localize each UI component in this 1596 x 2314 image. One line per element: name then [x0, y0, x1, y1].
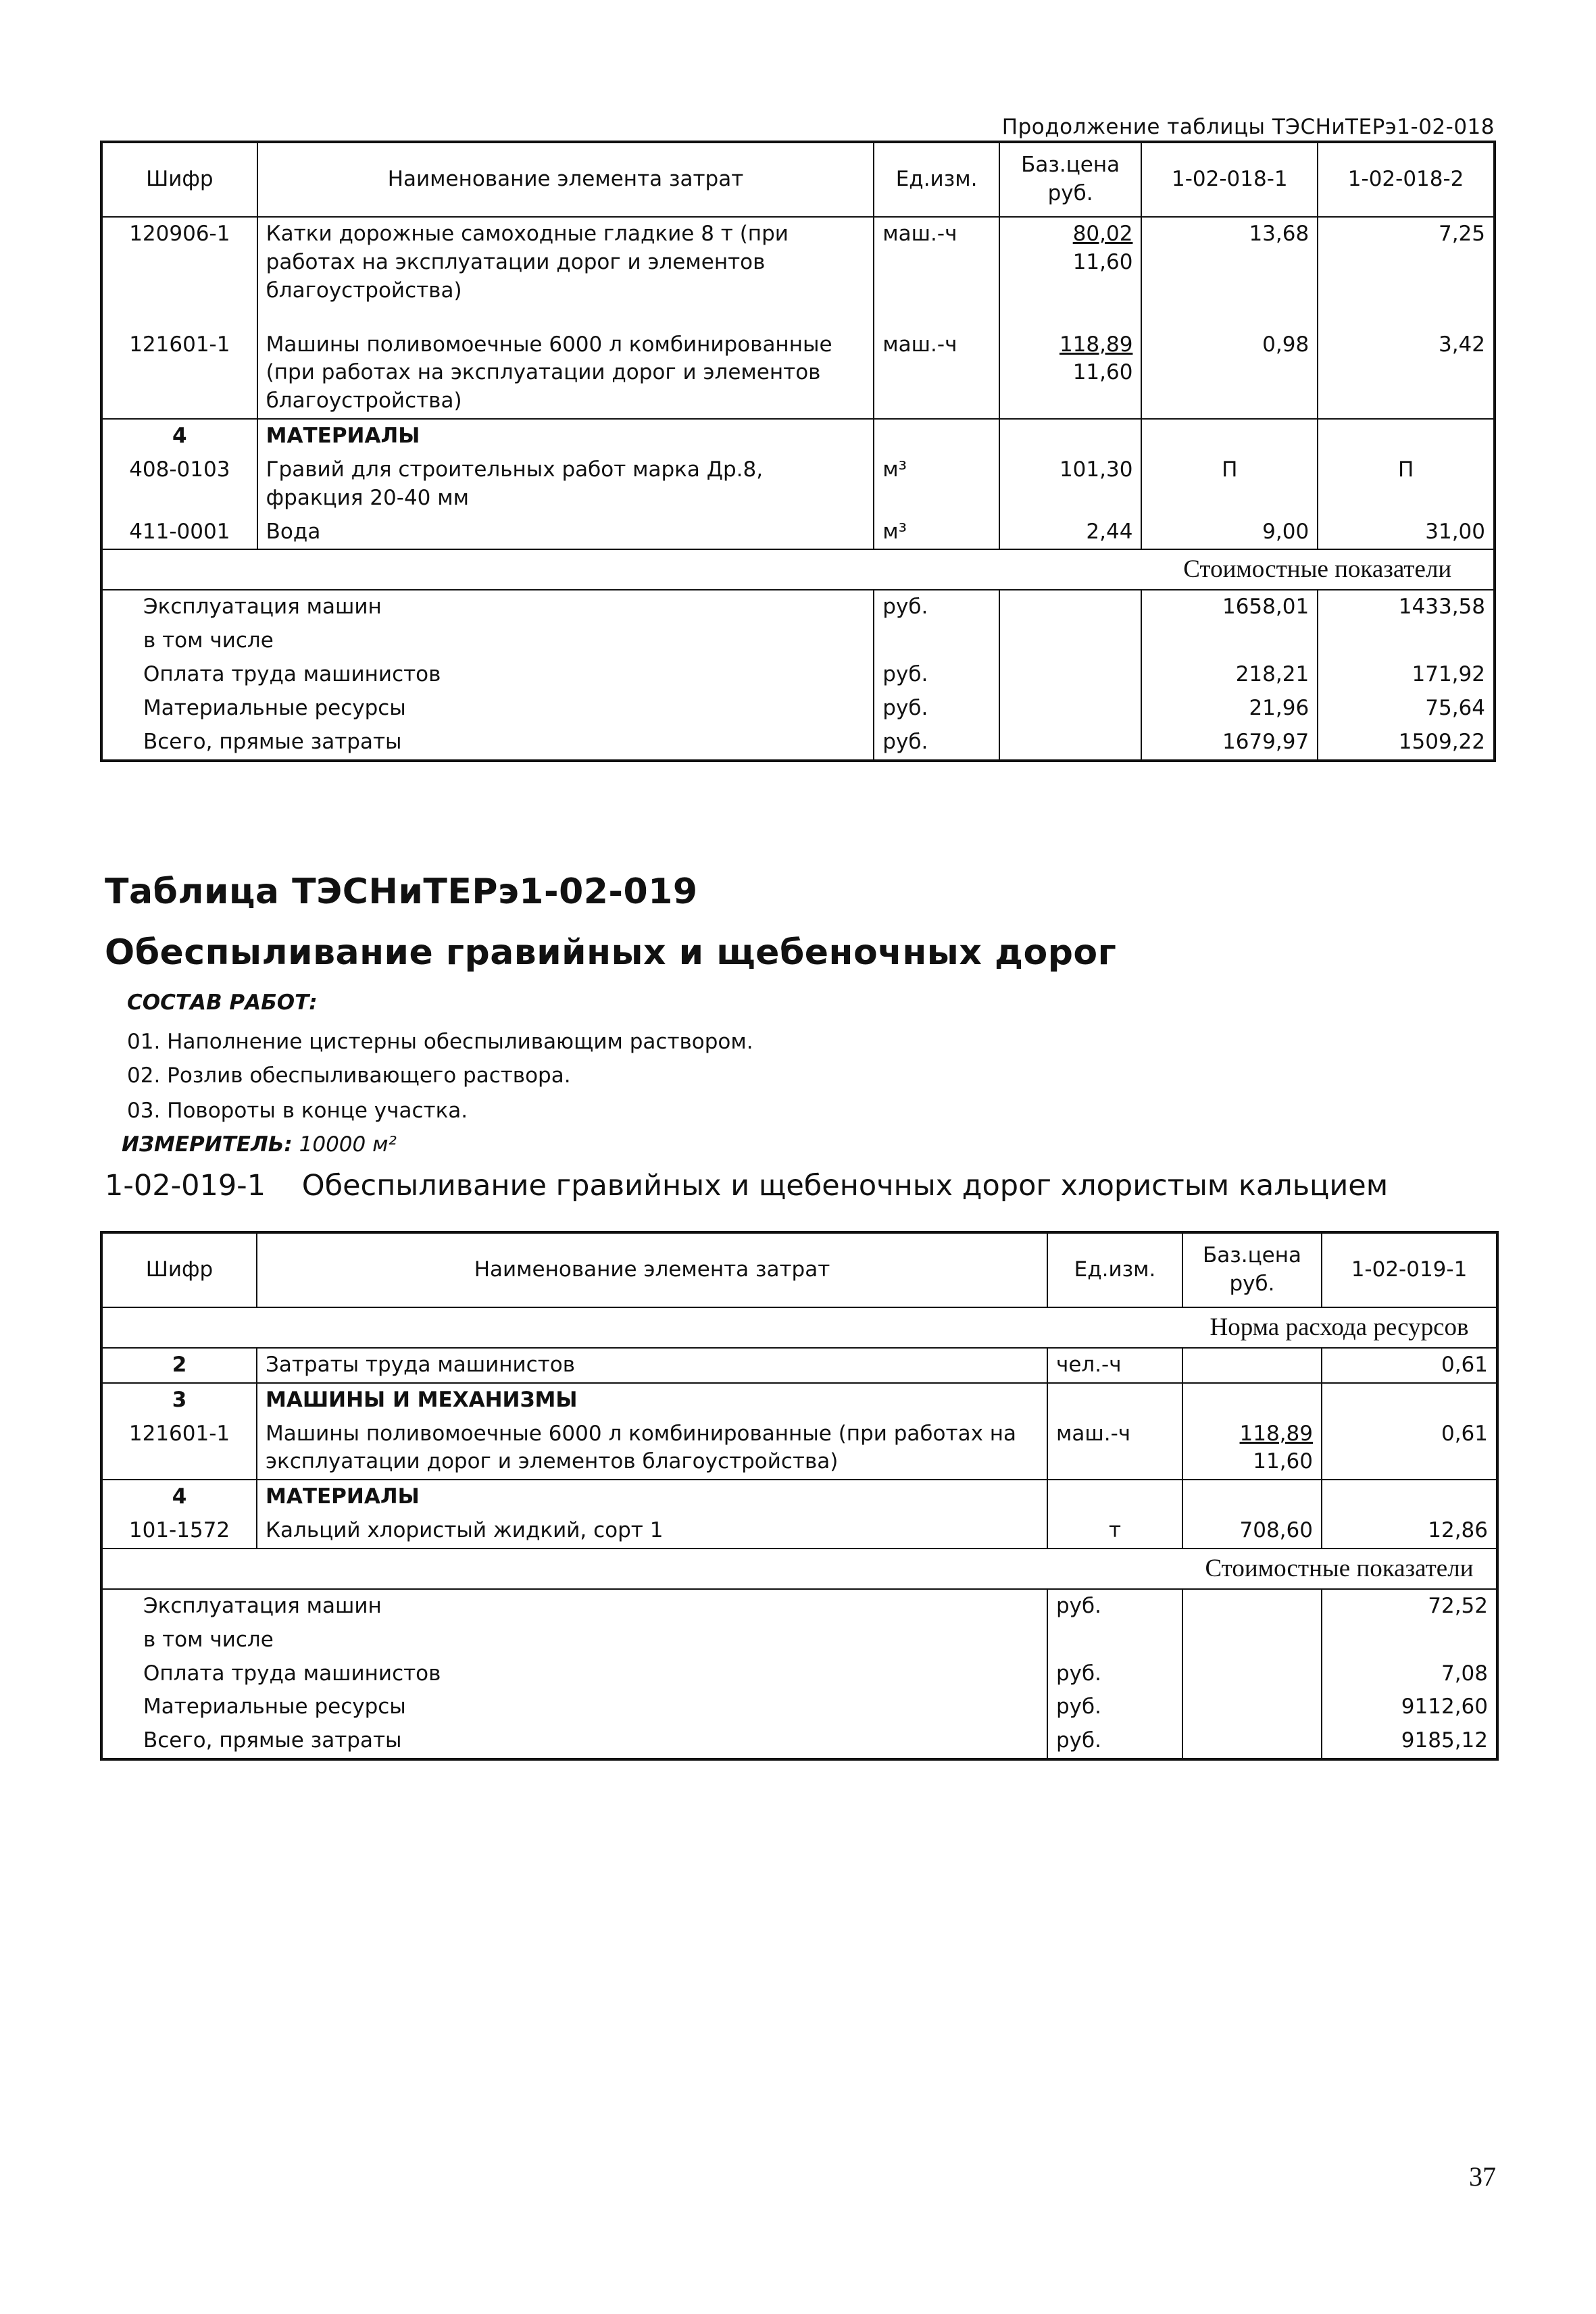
row-unit: м³ [874, 453, 999, 515]
cost-value-1: 1658,01 [1141, 590, 1318, 624]
row-name: Затраты труда машинистов [257, 1348, 1047, 1383]
row-unit: м³ [874, 515, 999, 550]
page-number: 37 [1469, 2161, 1496, 2192]
row-name: Катки дорожные самоходные гладкие 8 т (при работах на эксплуатации дорог и элементов благоустройства) [257, 217, 874, 308]
measure [122, 1132, 397, 1157]
norm-section-title: Норма расхода ресурсов [1182, 1307, 1497, 1348]
cost-unit: руб. [874, 726, 999, 761]
header-name: Наименование элемента затрат [257, 1232, 1047, 1307]
table-header-row [101, 142, 1495, 217]
price-value: 118,89 [1239, 1421, 1313, 1446]
row-value-1: П [1141, 453, 1318, 515]
cost-row [101, 1624, 1497, 1657]
row-value-2: 3,42 [1318, 328, 1495, 420]
cost-label: Оплата труда машинистов [143, 662, 441, 687]
measure-label: ИЗМЕРИТЕЛЬ: [122, 1132, 293, 1157]
header-code: Шифр [101, 1232, 257, 1307]
measure-value: 10000 м² [299, 1132, 397, 1157]
section-row [101, 1383, 1497, 1417]
row-name: Машины поливомоечные 6000 л комбинированные (при работах на эксплуатации дорог и элементов благоустройства) [257, 1417, 1047, 1480]
works-label: СОСТАВ РАБОТ: [127, 990, 318, 1015]
table-row [101, 1348, 1497, 1383]
cost-value-2: 1509,22 [1318, 726, 1495, 761]
row-code: 2 [172, 1352, 187, 1377]
table-row [101, 328, 1495, 420]
row-value-2: 7,25 [1318, 217, 1495, 308]
cost-row [101, 658, 1495, 692]
work-item: 01. Наполнение цистерны обеспыливающим раствором. [127, 1030, 753, 1054]
price-value: 118,89 [1059, 332, 1133, 357]
cost-value-1: 72,52 [1322, 1589, 1497, 1624]
header-price: Баз.цена руб. [1182, 1232, 1322, 1307]
table-row [101, 453, 1495, 515]
cost-section-title: Стоимостные показатели [1182, 1549, 1497, 1589]
cost-value-2: 171,92 [1318, 658, 1495, 692]
cost-value-1: 7,08 [1322, 1657, 1497, 1691]
cost-value-1: 1679,97 [1141, 726, 1318, 761]
header-name: Наименование элемента затрат [257, 142, 874, 217]
row-unit: чел.-ч [1047, 1348, 1182, 1383]
header-col-1: 1-02-018-1 [1141, 142, 1318, 217]
norm-name: Обеспыливание гравийных и щебеночных дорог хлористым кальцием [301, 1169, 1389, 1203]
row-value-1: 0,61 [1322, 1348, 1497, 1383]
cost-value-2: 1433,58 [1318, 590, 1495, 624]
header-price: Баз.цена руб. [999, 142, 1142, 217]
section-title: МАТЕРИАЛЫ [257, 1480, 1047, 1514]
table-row [101, 1417, 1497, 1480]
section-row [101, 419, 1495, 453]
row-price [1182, 1348, 1322, 1383]
row-value-2: П [1318, 453, 1495, 515]
cost-value-1: 9185,12 [1322, 1724, 1497, 1759]
cost-row [101, 1690, 1497, 1724]
cost-value-1: 9112,60 [1322, 1690, 1497, 1724]
row-unit: маш.-ч [1047, 1417, 1182, 1480]
cost-label: Оплата труда машинистов [143, 1661, 441, 1686]
cost-value-1: 21,96 [1141, 692, 1318, 726]
work-item: 02. Розлив обеспыливающего раствора. [127, 1063, 571, 1088]
price-wage: 11,60 [1072, 249, 1133, 274]
header-col-2: 1-02-018-2 [1318, 142, 1495, 217]
cost-unit: руб. [874, 692, 999, 726]
continuation-caption: Продолжение таблицы ТЭСНиТЕРэ1-02-018 [1001, 115, 1495, 139]
row-name: Кальций хлористый жидкий, сорт 1 [257, 1514, 1047, 1549]
row-code: 120906-1 [129, 222, 230, 246]
cost-label: Эксплуатация машин [101, 590, 874, 624]
row-code: 408-0103 [129, 457, 230, 482]
section-number: 3 [101, 1383, 257, 1417]
cost-label: Всего, прямые затраты [143, 729, 402, 754]
section-title: МАТЕРИАЛЫ [257, 419, 874, 453]
header-code: Шифр [101, 142, 257, 217]
cost-row [101, 624, 1495, 658]
row-code: 121601-1 [128, 1421, 230, 1446]
section-row [101, 1480, 1497, 1514]
row-price [999, 328, 1142, 420]
row-name: Вода [257, 515, 874, 550]
row-value-2: 31,00 [1318, 515, 1495, 550]
cost-row [101, 1589, 1497, 1624]
cost-unit: руб. [1047, 1657, 1182, 1691]
row-name: Машины поливомоечные 6000 л комбинированные (при работах на эксплуатации дорог и элементов благоустройства) [257, 328, 874, 420]
cost-row [101, 726, 1495, 761]
section-title: МАШИНЫ И МЕХАНИЗМЫ [257, 1383, 1047, 1417]
resource-table-019 [100, 1231, 1499, 1761]
cost-value-2: 75,64 [1318, 692, 1495, 726]
row-unit: маш.-ч [874, 217, 999, 308]
row-value-1: 13,68 [1141, 217, 1318, 308]
cost-row [101, 692, 1495, 726]
row-value-1: 0,61 [1322, 1417, 1497, 1480]
row-code: 101-1572 [128, 1518, 230, 1543]
cost-row [101, 1724, 1497, 1759]
row-name: Гравий для строительных работ марка Др.8, фракция 20-40 мм [257, 453, 874, 515]
row-price: 101,30 [999, 453, 1142, 515]
header-unit: Ед.изм. [874, 142, 999, 217]
row-value-1: 12,86 [1322, 1514, 1497, 1549]
cost-title-row [101, 1549, 1497, 1589]
row-price [1182, 1417, 1322, 1480]
row-price [999, 217, 1142, 308]
price-wage: 11,60 [1072, 360, 1133, 385]
cost-label: Эксплуатация машин [101, 1589, 1047, 1624]
price-wage: 11,60 [1253, 1449, 1313, 1474]
table-row [101, 1514, 1497, 1549]
norm-title-row [101, 1307, 1497, 1348]
row-code: 411-0001 [129, 519, 230, 544]
cost-label: Материальные ресурсы [143, 1694, 406, 1719]
cost-unit: руб. [1047, 1724, 1182, 1759]
table-title: Таблица ТЭСНиТЕРэ1-02-019 [105, 872, 698, 912]
header-unit: Ед.изм. [1047, 1232, 1182, 1307]
cost-unit: руб. [874, 590, 999, 624]
row-price: 708,60 [1182, 1514, 1322, 1549]
norm-title [105, 1169, 1388, 1203]
row-code: 121601-1 [129, 332, 230, 357]
row-value-1: 0,98 [1141, 328, 1318, 420]
row-value-1: 9,00 [1141, 515, 1318, 550]
cost-unit: руб. [1047, 1589, 1182, 1624]
cost-title-row [101, 549, 1495, 590]
table-row [101, 515, 1495, 550]
cost-unit: руб. [1047, 1690, 1182, 1724]
cost-label: в том числе [143, 1627, 274, 1652]
section-number: 4 [101, 1480, 257, 1514]
cost-section-title: Стоимостные показатели [1141, 549, 1495, 590]
cost-label: Материальные ресурсы [143, 695, 406, 720]
norm-code: 1-02-019-1 [105, 1169, 266, 1203]
cost-row [101, 1657, 1497, 1691]
cost-row [101, 590, 1495, 624]
cost-unit: руб. [874, 658, 999, 692]
resource-table-018 [100, 141, 1496, 762]
table-header-row [101, 1232, 1497, 1307]
row-price: 2,44 [999, 515, 1142, 550]
section-heading: Обеспыливание гравийных и щебеночных дорог [105, 932, 1117, 973]
work-item: 03. Повороты в конце участка. [127, 1099, 468, 1123]
row-unit: т [1047, 1514, 1182, 1549]
header-col-1: 1-02-019-1 [1322, 1232, 1497, 1307]
section-number: 4 [101, 419, 257, 453]
cost-label: в том числе [143, 628, 274, 653]
cost-label: Всего, прямые затраты [143, 1728, 402, 1753]
table-row [101, 217, 1495, 308]
price-value: 80,02 [1072, 222, 1133, 246]
row-unit: маш.-ч [874, 328, 999, 420]
cost-value-1: 218,21 [1141, 658, 1318, 692]
